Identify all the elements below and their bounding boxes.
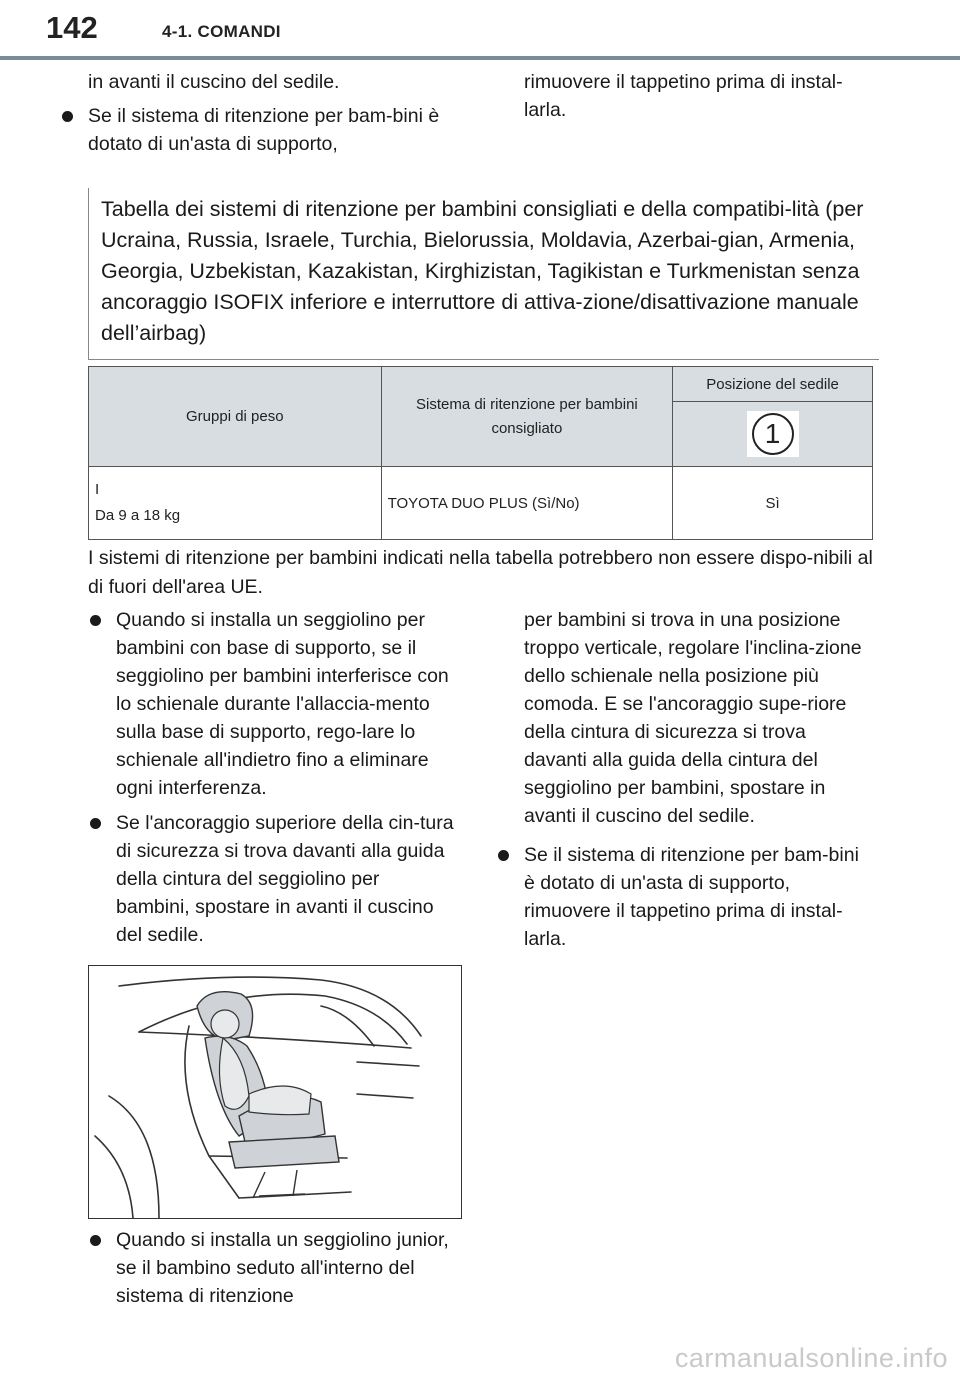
compatibility-cell: Sì xyxy=(673,467,873,540)
availability-note: I sistemi di ritenzione per bambini indicati nella tabella potrebbero non essere dispo-nibili al di fuori dell'area UE. xyxy=(88,547,873,598)
page-number: 142 xyxy=(46,10,98,45)
bullet-text: Se il sistema di ritenzione per bam-bini è dotato di un'asta di supporto, xyxy=(88,105,440,155)
weight-group-cell xyxy=(89,467,382,540)
child-seat-illustration xyxy=(88,965,462,1219)
bullet-text: Se l'ancoraggio superiore della cin-tura di sicurezza si trova davanti alla guida della cintura del seggiolino per bambini, spostare in avanti il cuscino del sedile. xyxy=(116,812,454,946)
list-item xyxy=(88,606,456,802)
header-weight-group: Gruppi di peso xyxy=(89,367,382,467)
table-title-box xyxy=(88,188,879,360)
list-item xyxy=(496,841,872,953)
bullet-icon xyxy=(90,1235,101,1246)
continuation-text: per bambini si trova in una posizione troppo verticale, regolare l'inclina-zione dello schienale nella posizione più comoda. E se l'ancoraggio supe-riore della cintura di sicurezza si trova davanti alla guida della cintura del seggiolino per bambini, spostare in avanti il cuscino del sedile. xyxy=(524,609,862,827)
list-item xyxy=(60,102,460,158)
seat-number-badge xyxy=(747,411,799,457)
weight-range: Da 9 a 18 kg xyxy=(95,507,181,524)
watermark: carmanualsonline.info xyxy=(674,1343,948,1373)
left-column xyxy=(88,606,456,956)
list-item xyxy=(88,809,456,949)
seat-position-cell xyxy=(673,402,873,467)
table-row xyxy=(89,467,873,540)
header-divider xyxy=(0,56,960,60)
header-recommended-system: Sistema di ritenzione per bambini consigliato xyxy=(381,367,673,467)
bullet-icon xyxy=(498,850,509,861)
bullet-icon xyxy=(62,111,73,122)
bullet-text: Se il sistema di ritenzione per bam-bini è dotato di un'asta di supporto, rimuovere il tappetino prima di instal-larla. xyxy=(524,844,859,950)
car-seat-drawing xyxy=(89,966,461,1218)
top-left-column xyxy=(60,68,460,165)
bullet-text: Quando si installa un seggiolino per bambini con base di supporto, se il seggiolino per bambini interferisce con lo schienale durante l'allaccia-mento sulla base di supporto, rego-lare lo schienale all'indietro fino a eliminare ogni interferenza. xyxy=(116,609,449,799)
bullet-icon xyxy=(90,615,101,626)
right-column xyxy=(496,606,872,960)
bullet-text: Quando si installa un seggiolino junior, se il bambino seduto all'interno del sistema di ritenzione xyxy=(116,1229,449,1307)
header-seat-position: Posizione del sedile xyxy=(673,367,873,402)
top-right-column xyxy=(496,68,876,124)
continuation-text: in avanti il cuscino del sedile. xyxy=(88,71,340,93)
compatibility-table xyxy=(88,366,873,540)
bullet-icon xyxy=(90,818,101,829)
table-title: Tabella dei sistemi di ritenzione per bambini consigliati e della compatibi-lità (per Ucraina, Russia, Israele, Turchia, Bielorussia, Moldavia, Azerbai-gian, Armenia, Georgia, Uzbekistan, Kazakistan, Kirghizistan, Tagikistan e Turkmenistan senza ancoraggio ISOFIX inferiore e interruttore di attiva-zione/disattivazione manuale dell’airbag) xyxy=(101,197,864,345)
continuation-text: rimuovere il tappetino prima di instal-larla. xyxy=(524,71,843,121)
system-cell: TOYOTA DUO PLUS (Sì/No) xyxy=(381,467,673,540)
section-title: 4-1. COMANDI xyxy=(162,22,281,41)
group-label: I xyxy=(95,481,100,498)
left-column-bottom xyxy=(88,1226,456,1317)
list-item xyxy=(88,1226,456,1310)
seat-number-icon: 1 xyxy=(752,413,794,455)
